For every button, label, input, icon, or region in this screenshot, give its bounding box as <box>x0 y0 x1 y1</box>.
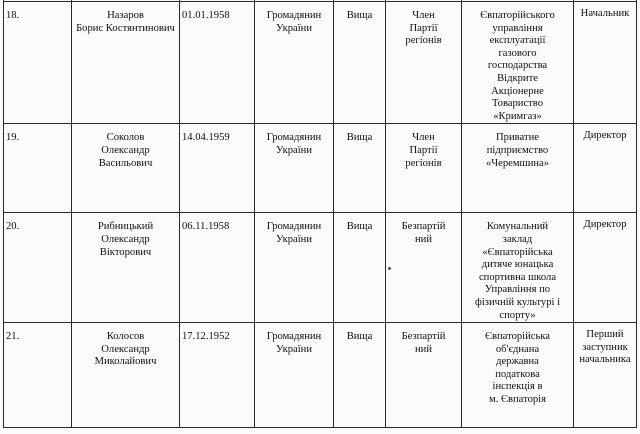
education: Вища <box>346 331 373 343</box>
full-name: Назаров Борис Костянтинович <box>76 10 175 34</box>
position-cell <box>574 323 637 428</box>
birth-date: 17.12.1952 <box>182 331 230 343</box>
row-number-cell <box>4 323 72 428</box>
position-cell <box>574 213 637 323</box>
citizenship-cell <box>255 213 334 323</box>
citizenship-cell <box>255 323 334 428</box>
row-number: 20. <box>6 221 20 233</box>
workplace-cell <box>462 2 574 124</box>
row-number-cell <box>4 124 72 213</box>
workplace-cell <box>462 323 574 428</box>
party-cell <box>386 2 462 124</box>
position: Начальник <box>580 8 630 19</box>
scan-speck <box>388 267 391 270</box>
citizenship: Громадянин України <box>266 331 322 355</box>
citizenship-cell <box>255 124 334 213</box>
education: Вища <box>346 10 373 21</box>
citizenship: Громадянин України <box>266 221 322 245</box>
full-name: Колосов Олександр Миколайович <box>94 331 157 368</box>
party-affiliation: Член Партії регіонів <box>405 10 442 47</box>
position-cell <box>574 2 637 124</box>
row-number-cell <box>4 2 72 124</box>
party-cell <box>386 323 462 428</box>
table-row <box>4 213 637 323</box>
row-number-cell <box>4 213 72 323</box>
birth-date: 01.01.1958 <box>182 10 230 21</box>
row-number: 18. <box>6 10 20 21</box>
workplace-cell <box>462 124 574 213</box>
party-cell <box>386 124 462 213</box>
full-name-cell <box>72 2 180 124</box>
workplace: Євпаторійського управління експлуатації газового господарства Відкрите Акціонерне Товариство «Кримгаз» <box>480 10 555 122</box>
birth-date-cell <box>180 124 255 213</box>
education: Вища <box>346 221 373 233</box>
full-name-cell <box>72 124 180 213</box>
table-row <box>4 124 637 213</box>
table-row <box>4 2 637 124</box>
row-number: 21. <box>6 331 20 343</box>
full-name: Соколов Олександр Васильович <box>98 132 153 169</box>
position: Директор <box>583 219 627 231</box>
party-cell <box>386 213 462 323</box>
birth-date: 14.04.1959 <box>182 132 230 144</box>
position-cell <box>574 124 637 213</box>
education-cell <box>334 124 386 213</box>
education-cell <box>334 213 386 323</box>
position: Перший заступник начальника <box>579 329 631 366</box>
birth-date-cell <box>180 2 255 124</box>
workplace-cell <box>462 213 574 323</box>
party-affiliation: Безпартій ний <box>401 221 446 245</box>
citizenship: Громадянин України <box>266 132 322 156</box>
citizenship-cell <box>255 2 334 124</box>
birth-date-cell <box>180 213 255 323</box>
position: Директор <box>583 130 627 142</box>
full-name-cell <box>72 213 180 323</box>
party-affiliation: Безпартій ний <box>401 331 446 355</box>
workplace: Євпаторійська об'єднана державна податкова інспекція в м. Євпаторія <box>484 331 550 406</box>
workplace: Приватне підприємство «Черемшина» <box>485 132 550 169</box>
education-cell <box>334 2 386 124</box>
birth-date: 06.11.1958 <box>182 221 230 233</box>
education: Вища <box>346 132 373 144</box>
citizenship: Громадянин України <box>266 10 322 34</box>
table-row <box>4 323 637 428</box>
candidates-table <box>3 0 637 428</box>
party-affiliation: Член Партії регіонів <box>405 132 442 169</box>
workplace: Комунальний заклад «Євпаторійська дитяче юнацька спортивна школа Управління по фізичній культурі і спорту» <box>474 221 561 321</box>
full-name-cell <box>72 323 180 428</box>
row-number: 19. <box>6 132 20 144</box>
education-cell <box>334 323 386 428</box>
birth-date-cell <box>180 323 255 428</box>
full-name: Рибницький Олександр Вікторович <box>97 221 154 258</box>
